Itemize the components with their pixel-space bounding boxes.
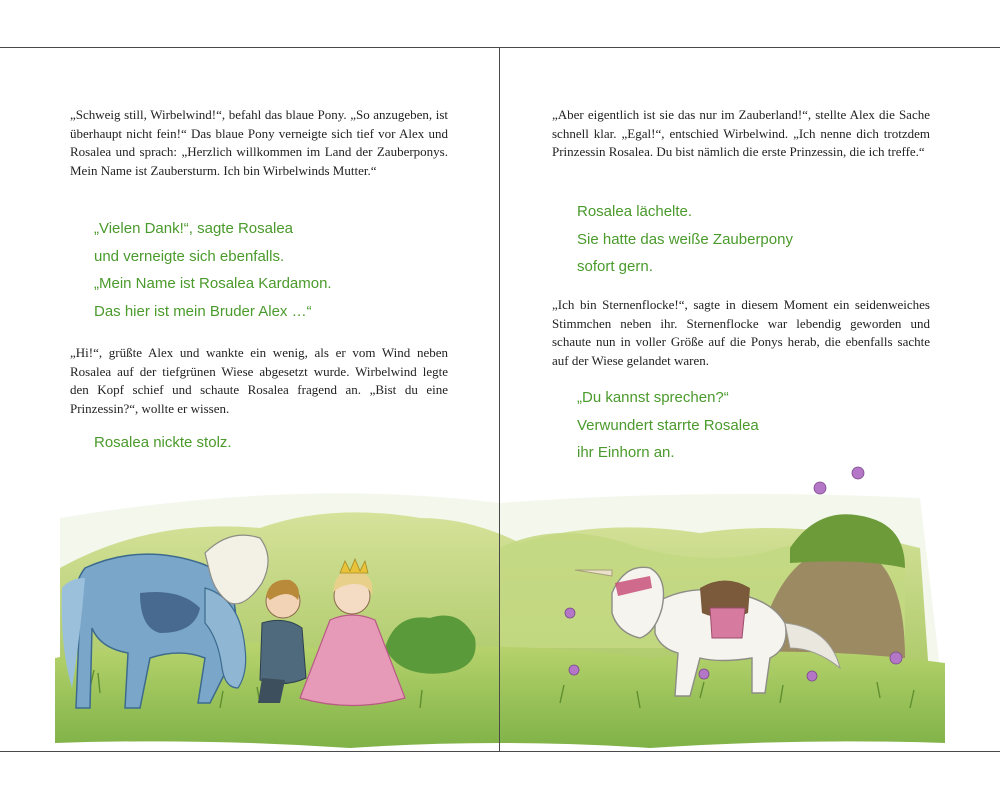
left-paragraph-2: „Hi!“, grüßte Alex und wankte ein wenig, als er vom Wind neben Rosalea auf der tiefgrünen Wiese abgesetzt wurde. Wirbelwind legte den Kopf schief und schaute Rosalea fragend an. „Bist du eine Prinzessin?“, wollte er wissen.: [70, 345, 448, 416]
right-dialogue-1: [577, 198, 793, 281]
text-line: „Mein Name ist Rosalea Kardamon.: [94, 275, 332, 292]
right-paragraph-2: „Ich bin Sternenflocke!“, sagte in diesem Moment ein seidenweiches Stimmchen neben ihr. Sternenflocke war lebendig geworden und schaute nun in voller Größe auf die Ponys herab, die ebenfalls sachte auf der Wiese gelandet waren.: [552, 297, 930, 368]
left-dialogue-2: [94, 429, 232, 457]
text-line: „Du kannst sprechen?“: [577, 389, 729, 406]
text-line: sofort gern.: [577, 258, 653, 275]
page-gutter: [499, 48, 500, 751]
text-line: Verwundert starrte Rosalea: [577, 416, 759, 434]
book-spread: [0, 47, 1000, 752]
right-dialogue-2: [577, 384, 759, 467]
text-line: ihr Einhorn an.: [577, 444, 675, 461]
text-line: Das hier ist mein Bruder Alex …“: [94, 302, 312, 320]
right-paragraph-1: „Aber eigentlich ist sie das nur im Zauberland!“, stellte Alex die Sache schnell klar. „Egal!“, entschied Wirbelwind. „Ich nenne dich trotzdem Prinzessin Rosalea. Du bist nämlich die erste Prinzessin, die ich treffe.“: [552, 107, 930, 159]
text-line: und verneigte sich ebenfalls.: [94, 247, 285, 265]
text-line: Rosalea lächelte.: [577, 203, 693, 220]
left-dialogue-1: [94, 215, 332, 325]
text-line: „Vielen Dank!“, sagte Rosalea: [94, 220, 293, 237]
text-line: Sie hatte das weiße Zauberpony: [577, 230, 793, 248]
text-line: Rosalea nickte stolz.: [94, 434, 232, 451]
left-paragraph-1: „Schweig still, Wirbelwind!“, befahl das blaue Pony. „So anzugeben, ist überhaupt nicht fein!“ Das blaue Pony verneigte sich tief vor Alex und Rosalea und sprach: „Herzlich willkommen im Land der Zauberponys. Mein Name ist Zaubersturm. Ich bin Wirbelwinds Mutter.“: [70, 107, 448, 178]
